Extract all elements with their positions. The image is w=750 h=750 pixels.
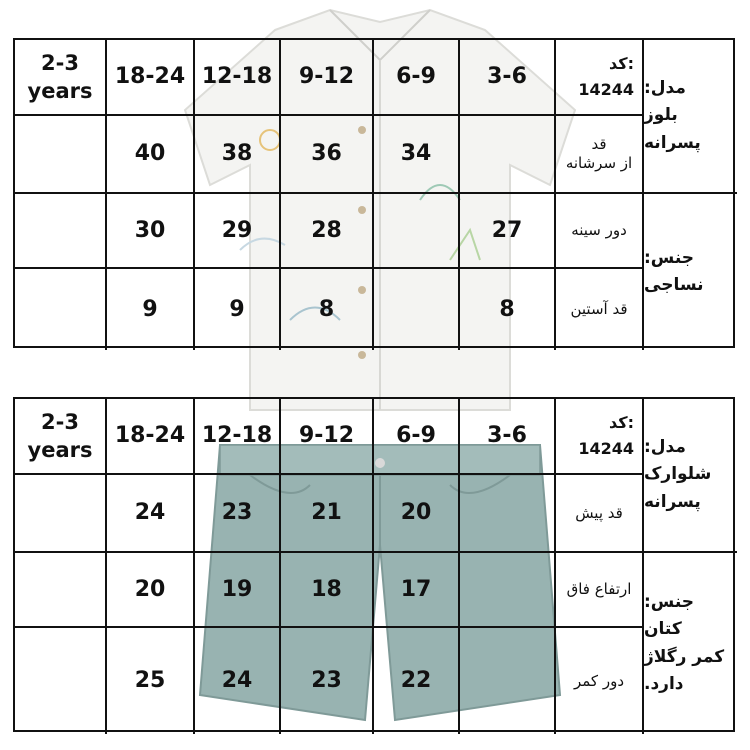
shirt-cell-empty xyxy=(15,116,107,194)
shorts-value: 23 xyxy=(281,628,374,734)
shorts-value: 21 xyxy=(281,475,374,553)
shirt-model-name: بلوز xyxy=(644,105,678,126)
shirt-model-label: مدل: xyxy=(644,78,686,99)
shirt-value: 30 xyxy=(107,194,195,269)
shirt-value: 28 xyxy=(281,194,374,269)
shirt-row-label-length xyxy=(556,116,644,194)
shorts-value: 20 xyxy=(107,553,195,628)
shorts-value: 24 xyxy=(107,475,195,553)
shirt-value: 34 xyxy=(374,116,460,194)
shirt-header-years xyxy=(15,40,107,116)
shirt-material-label: جنس: xyxy=(644,247,695,268)
shirt-size-table xyxy=(13,38,735,348)
shirt-row-label-line: از سرشانه xyxy=(565,154,633,172)
shorts-header-age: 12-18 xyxy=(195,399,281,475)
shorts-row-label-waist: دور کمر xyxy=(556,628,644,734)
shirt-material-value: نساجی xyxy=(644,275,704,295)
shirt-years-bottom: years xyxy=(27,79,93,103)
shirt-value: 9 xyxy=(107,269,195,350)
shirt-cell-empty xyxy=(460,116,556,194)
shirt-row-label-chest: دور سینه xyxy=(556,194,644,269)
shorts-product-code xyxy=(556,399,644,475)
shorts-model-info xyxy=(644,399,737,553)
shorts-cell-empty xyxy=(15,553,107,628)
shorts-material-note: کمر رگلاژ xyxy=(644,646,725,667)
shorts-years-bottom: years xyxy=(27,438,93,462)
shirt-cell-empty xyxy=(374,269,460,350)
shirt-model-info xyxy=(644,40,737,194)
shorts-size-table xyxy=(13,397,735,732)
shorts-model-label: مدل: xyxy=(644,437,686,458)
shirt-value: 8 xyxy=(460,269,556,350)
shirt-cell-empty xyxy=(15,194,107,269)
shorts-cell-empty xyxy=(460,475,556,553)
shirt-code-value: 14244 xyxy=(578,80,634,99)
shirt-model-gender: پسرانه xyxy=(644,132,701,153)
shorts-header-age: 6-9 xyxy=(374,399,460,475)
shorts-years-top: 2-3 xyxy=(41,409,79,434)
shorts-value: 17 xyxy=(374,553,460,628)
shorts-header-years xyxy=(15,399,107,475)
shorts-value: 19 xyxy=(195,553,281,628)
shorts-cell-empty xyxy=(15,475,107,553)
shirt-value: 29 xyxy=(195,194,281,269)
shorts-cell-empty xyxy=(460,628,556,734)
shirt-row-label-sleeve: قد آستین xyxy=(556,269,644,350)
shorts-code-label: کد: xyxy=(609,413,634,433)
shorts-value: 20 xyxy=(374,475,460,553)
shirt-cell-empty xyxy=(15,269,107,350)
shorts-material-label: جنس: xyxy=(644,592,695,613)
shorts-cell-empty xyxy=(460,553,556,628)
shirt-value: 9 xyxy=(195,269,281,350)
shirt-cell-empty xyxy=(374,194,460,269)
shorts-header-age: 9-12 xyxy=(281,399,374,475)
shorts-cell-empty xyxy=(15,628,107,734)
shorts-row-label-front-length: قد پیش xyxy=(556,475,644,553)
shorts-model-gender: پسرانه xyxy=(644,491,701,512)
shirt-value: 40 xyxy=(107,116,195,194)
shorts-code-value: 14244 xyxy=(578,439,634,458)
shorts-row-label-rise: ارتفاع فاق xyxy=(556,553,644,628)
shirt-code-label: کد: xyxy=(609,54,634,74)
shorts-value: 23 xyxy=(195,475,281,553)
shirt-value: 38 xyxy=(195,116,281,194)
shirt-years-top: 2-3 xyxy=(41,50,79,75)
shirt-row-label-line: قد xyxy=(591,135,607,154)
shirt-header-age: 6-9 xyxy=(374,40,460,116)
shorts-model-name: شلوارک xyxy=(644,464,712,485)
shorts-value: 18 xyxy=(281,553,374,628)
shirt-header-age: 3-6 xyxy=(460,40,556,116)
shorts-material-info xyxy=(644,553,737,734)
shirt-value: 36 xyxy=(281,116,374,194)
shorts-material-note: دارد. xyxy=(644,673,684,694)
shirt-value: 8 xyxy=(281,269,374,350)
shirt-material-info xyxy=(644,194,737,350)
shirt-header-age: 12-18 xyxy=(195,40,281,116)
shirt-product-code xyxy=(556,40,644,116)
shorts-value: 25 xyxy=(107,628,195,734)
shorts-value: 24 xyxy=(195,628,281,734)
shorts-material-value: کتان xyxy=(644,619,682,640)
shorts-header-age: 3-6 xyxy=(460,399,556,475)
shirt-header-age: 9-12 xyxy=(281,40,374,116)
shirt-value: 27 xyxy=(460,194,556,269)
shorts-value: 22 xyxy=(374,628,460,734)
shirt-header-age: 18-24 xyxy=(107,40,195,116)
shorts-header-age: 18-24 xyxy=(107,399,195,475)
